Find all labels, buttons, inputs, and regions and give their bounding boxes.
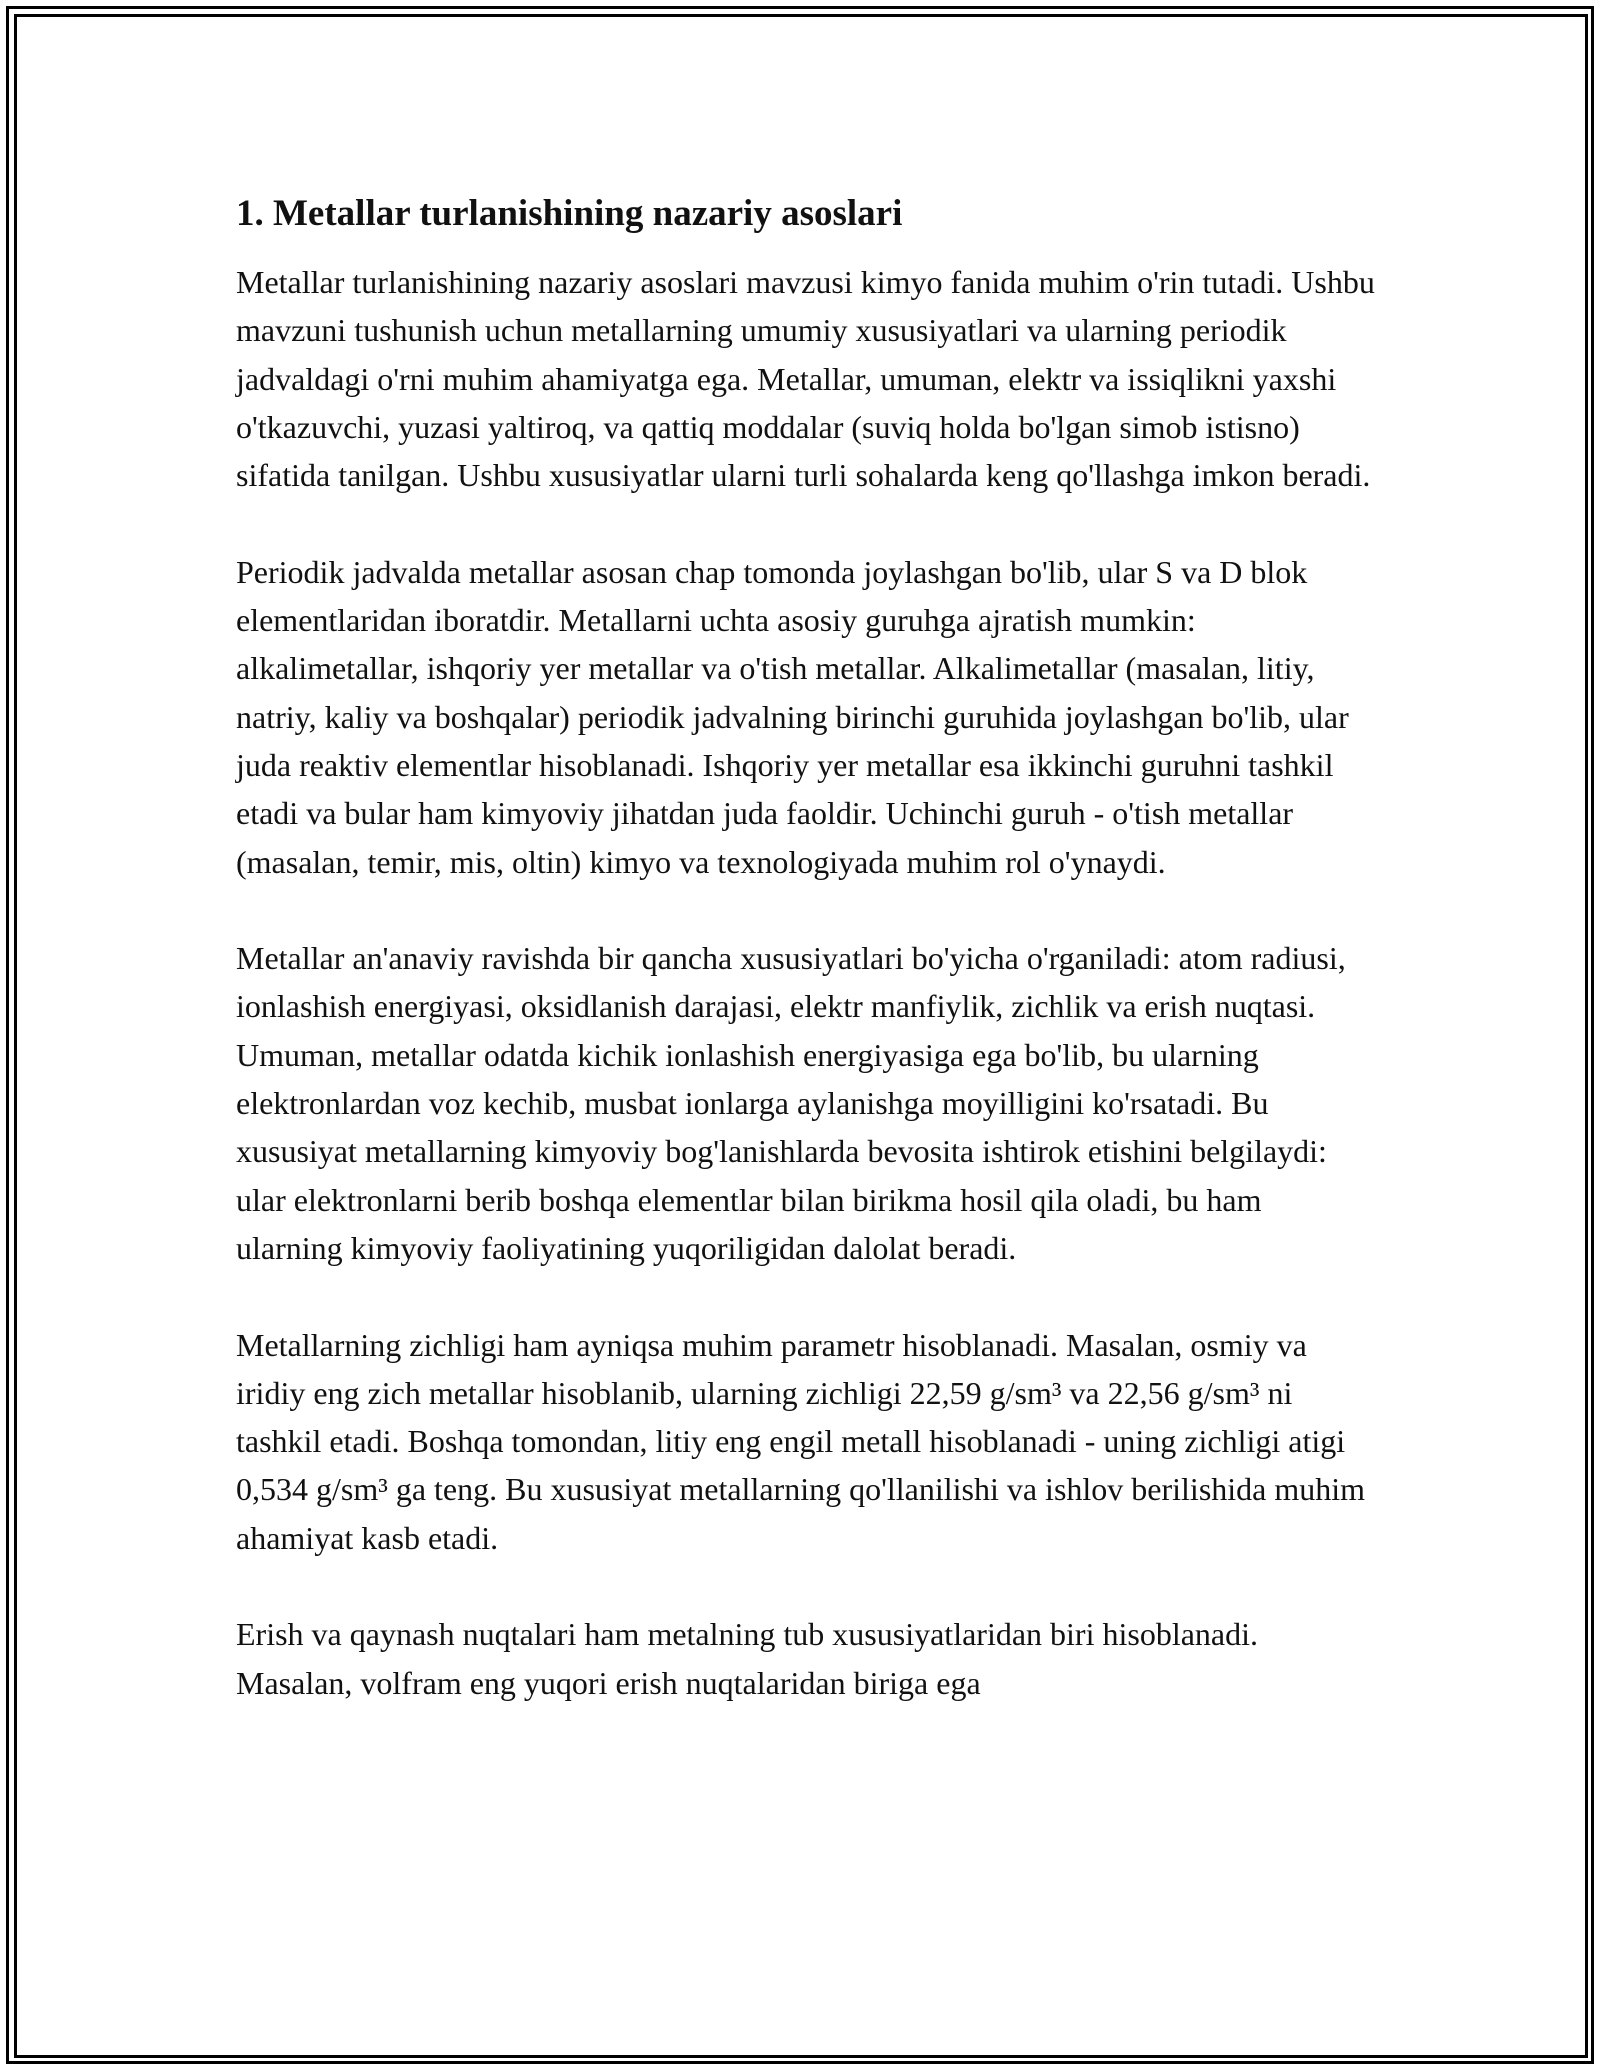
section-heading: 1. Metallar turlanishining nazariy asoslari [236,193,903,234]
paragraph-2: Periodik jadvalda metallar asosan chap tomonda joylashgan bo'lib, ular S va D blok elementlaridan iboratdir. Metallarni uchta asosiy guruhga ajratish mumkin: alkalimetallar, ishqoriy yer metallar va o'tish metallar. Alkalimetallar (masalan, litiy, natriy, kaliy va boshqalar) periodik jadvalning birinchi guruhida joylashgan bo'lib, ular juda reaktiv elementlar hisoblanadi. Ishqoriy yer metallar esa ikkinchi guruhni tashkil etadi va bular ham kimyoviy jihatdan juda faoldir. Uchinchi guruh - o'tish metallar (masalan, temir, mis, oltin) kimyo va texnologiyada muhim rol o'ynaydi. [236,553,1349,880]
paragraph-4: Metallarning zichligi ham ayniqsa muhim parametr hisoblanadi. Masalan, osmiy va iridiy eng zich metallar hisoblanib, ularning zichligi 22,59 g/sm³ va 22,56 g/sm³ ni tashkil etadi. Boshqa tomondan, litiy eng engil metall hisoblanadi - uning zichligi atigi 0,534 g/sm³ ga teng. Bu xususiyat metallarning qo'llanilishi va ishlov berilishida muhim ahamiyat kasb etadi. [236,1326,1366,1556]
paragraph-5: Erish va qaynash nuqtalari ham metalning tub xususiyatlaridan biri hisoblanadi. Masalan, volfram eng yuqori erish nuqtalaridan biriga ega [236,1616,1258,1701]
paragraph-1: Metallar turlanishining nazariy asoslari mavzusi kimyo fanida muhim o'rin tutadi. Ushbu mavzuni tushunish uchun metallarning umumiy xususiyatlari va ularning periodik jadvaldagi o'rni muhim ahamiyatga ega. Metallar, umuman, elektr va issiqlikni yaxshi o'tkazuvchi, yuzasi yaltiroq, va qattiq moddalar (suviq holda bo'lgan simob istisno) sifatida tanilgan. Ushbu xususiyatlar ularni turli sohalarda keng qo'llashga imkon beradi. [236,264,1375,494]
paragraph-3: Metallar an'anaviy ravishda bir qancha xususiyatlari bo'yicha o'rganiladi: atom radiusi, ionlashish energiyasi, oksidlanish darajasi, elektr manfiylik, zichlik va erish nuqtasi. Umuman, metallar odatda kichik ionlashish energiyasiga ega bo'lib, bu ularning elektronlardan voz kechib, musbat ionlarga aylanishga moyilligini ko'rsatadi. Bu xususiyat metallarning kimyoviy bog'lanishlarda bevosita ishtirok etishini belgilaydi: ular elektronlarni berib boshqa elementlar bilan birikma hosil qila oladi, bu ham ularning kimyoviy faoliyatining yuqoriligidan dalolat beradi. [236,940,1346,1266]
document-body [236,186,1376,1707]
